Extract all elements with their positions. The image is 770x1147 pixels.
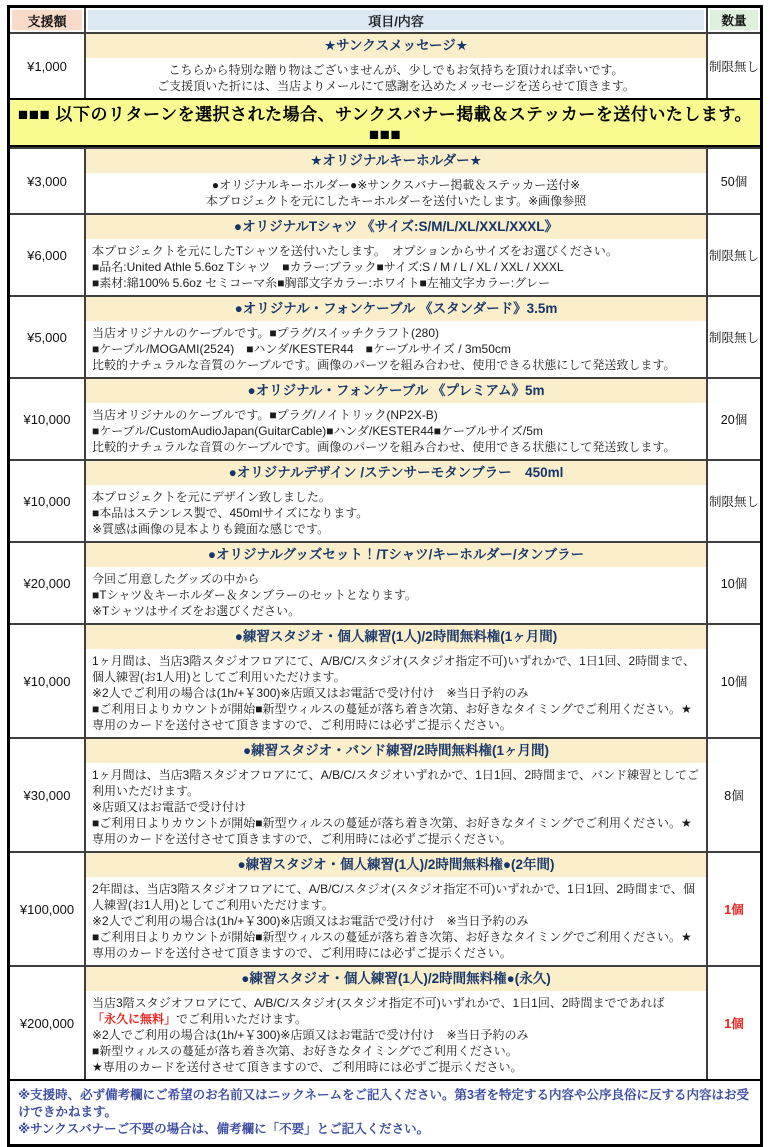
text-segment: でご利用いただけます。 <box>176 1012 308 1026</box>
item-title: ●オリジナル・フォンケーブル 《プレミアム》5m <box>86 379 706 403</box>
item-title: ●オリジナル・フォンケーブル 《スタンダード》3.5m <box>86 297 706 321</box>
description-line: 本プロジェクトを元にしたキーホルダーを送付いたします。※画像参照 <box>205 194 587 208</box>
description-line: ●オリジナルキーホルダー●※サンクスバナー掲載＆ステッカー送付※ <box>211 178 581 192</box>
item-description <box>86 485 706 541</box>
header-amount: 支援額 <box>10 8 86 32</box>
description-line: ■ご利用日よりカウントが開始■新型ウィルスの蔓延が落ち着き次第、お好きなタイミングでご利用ください。★専用のカードを送付させて頂きますので、ご利用時には必ずご提示ください。 <box>92 816 692 846</box>
description-line: ■本品はステンレス製で、450mlサイズになります。 <box>92 506 369 520</box>
rows-above-banner <box>10 32 760 98</box>
description-line: ご支援頂いた折には、当店よりメールにて感謝を込めたメッセージを送らせて頂きます。 <box>157 79 635 93</box>
item-title: ●練習スタジオ・個人練習(1人)/2時間無料権●(永久) <box>86 967 706 991</box>
footer-note-line: ※サンクスバナーご不要の場合は、備考欄に「不要」とご記入ください。 <box>18 1122 430 1136</box>
description-line: 1ヶ月間は、当店3階スタジオフロアにて、A/B/C/スタジオいずれかで、1日1回、2時間まで、バンド練習としてご利用いただけます。 <box>92 768 699 798</box>
description-line: 本プロジェクトを元にデザイン致しました。 <box>92 490 331 504</box>
description-line: 今回ご用意したグッズの中から <box>92 572 260 586</box>
item-cell <box>86 379 708 459</box>
item-description <box>86 239 706 295</box>
table-header-row <box>10 8 760 32</box>
item-description <box>86 403 706 459</box>
quantity-cell: 8個 <box>724 789 744 803</box>
quantity-cell: 制限無し <box>708 495 759 509</box>
return-row <box>10 737 760 851</box>
quantity-cell: 制限無し <box>708 249 759 263</box>
item-title: ●オリジナルTシャツ 《サイズ:S/M/L/XL/XXL/XXXL》 <box>86 215 706 239</box>
description-line: ■ご利用日よりカウントが開始■新型ウィルスの蔓延が落ち着き次第、お好きなタイミングでご利用ください。★専用のカードを送付させて頂きますので、ご利用時には必ずご提示ください。 <box>92 702 692 732</box>
rows-below-banner <box>10 147 760 1079</box>
return-row <box>10 147 760 213</box>
item-title: ●練習スタジオ・個人練習(1人)/2時間無料権●(2年間) <box>86 853 706 877</box>
returns-table <box>7 5 763 1147</box>
item-description <box>86 321 706 377</box>
description-line: ■品名:United Athle 5.6oz Tシャツ ■カラー:ブラック■サイズ:S / M / L / XL / XXL / XXXL <box>92 260 564 274</box>
item-title: ★サンクスメッセージ★ <box>86 34 706 58</box>
item-cell <box>86 34 708 98</box>
item-title: ●オリジナルデザイン /ステンサーモタンブラー 450ml <box>86 461 706 485</box>
header-item: 項目/内容 <box>86 8 708 32</box>
return-row <box>10 295 760 377</box>
description-line: ※Tシャツはサイズをお選びください。 <box>92 604 301 618</box>
item-cell <box>86 853 708 965</box>
amount-cell: ¥100,000 <box>10 853 86 965</box>
amount-cell: ¥10,000 <box>10 379 86 459</box>
return-row <box>10 851 760 965</box>
amount-cell: ¥10,000 <box>10 461 86 541</box>
amount-cell: ¥20,000 <box>10 543 86 623</box>
return-row <box>10 541 760 623</box>
description-line: ■ケーブル/MOGAMI(2524) ■ハンダ/KESTER44 ■ケーブルサイズ / 3m50cm <box>92 342 511 356</box>
description-line: ★専用のカードを送付させて頂きますので、ご利用時には必ずご提示ください。 <box>92 1060 523 1074</box>
item-cell <box>86 461 708 541</box>
description-line: 比較的ナチュラルな音質のケーブルです。画像のパーツを組み合わせ、使用できる状態にして発送致します。 <box>92 440 676 454</box>
description-line: こちらから特別な贈り物はございませんが、少しでもお気持ちを頂ければ幸いです。 <box>168 63 624 77</box>
item-cell <box>86 543 708 623</box>
highlight-red-text: 「永久に無料」 <box>92 1012 177 1026</box>
return-row <box>10 623 760 737</box>
quantity-cell: 10個 <box>720 675 748 689</box>
item-cell <box>86 739 708 851</box>
item-title: ★オリジナルキーホルダー★ <box>86 149 706 173</box>
amount-cell: ¥30,000 <box>10 739 86 851</box>
return-row <box>10 377 760 459</box>
amount-cell: ¥200,000 <box>10 967 86 1079</box>
item-description <box>86 649 706 737</box>
quantity-cell: 10個 <box>720 577 748 591</box>
description-line: ※質感は画像の見本よりも鏡面な感じです。 <box>92 522 330 536</box>
item-title: ●練習スタジオ・バンド練習/2時間無料権(1ヶ月間) <box>86 739 706 763</box>
item-description <box>86 567 706 623</box>
description-line: ■ご利用日よりカウントが開始■新型ウィルスの蔓延が落ち着き次第、お好きなタイミングでご利用ください。★専用のカードを送付させて頂きますので、ご利用時には必ずご提示ください。 <box>92 930 692 960</box>
return-row <box>10 965 760 1079</box>
description-line: ※2人でご利用の場合は(1h/+￥300)※店頭又はお電話で受け付け ※当日予約のみ <box>92 914 529 928</box>
footer-note-line: ※支援時、必ず備考欄にご希望のお名前又はニックネームをご記入ください。第3者を特定する内容や公序良俗に反する内容はお受けできかねます。 <box>18 1088 749 1119</box>
description-line: 当店オリジナルのケーブルです。■プラグ/スイッチクラフト(280) <box>92 326 439 340</box>
header-quantity: 数量 <box>708 8 760 32</box>
quantity-cell: 1個 <box>724 1017 744 1031</box>
description-line: 本プロジェクトを元にしたTシャツを送付いたします。 オプションからサイズをお選びください。 <box>92 244 618 258</box>
thanks-banner-notice: ■■■ 以下のリターンを選択された場合、サンクスバナー掲載＆ステッカーを送付いたします。■■■ <box>10 98 760 147</box>
description-line: ■Tシャツ＆キーホルダー＆タンブラーのセットとなります。 <box>92 588 417 602</box>
description-line: ■ケーブル/CustomAudioJapan(GuitarCable)■ハンダ/KESTER44■ケーブルサイズ/5m <box>92 424 543 438</box>
description-line: 当店3階スタジオフロアにて、A/B/C/スタジオ(スタジオ指定不可)いずれかで、1日1回、2時間までであれば <box>92 996 665 1010</box>
amount-cell: ¥10,000 <box>10 625 86 737</box>
item-cell <box>86 149 708 213</box>
amount-cell: ¥5,000 <box>10 297 86 377</box>
amount-cell: ¥3,000 <box>10 149 86 213</box>
quantity-cell: 1個 <box>724 903 744 917</box>
description-line: 比較的ナチュラルな音質のケーブルです。画像のパーツを組み合わせ、使用できる状態にして発送致します。 <box>92 358 676 372</box>
item-description <box>86 58 706 98</box>
return-row <box>10 213 760 295</box>
description-line: ■素材:綿100% 5.6oz セミコーマ糸■胸部文字カラー:ホワイト■左袖文字カラー:グレー <box>92 276 551 290</box>
item-title: ●オリジナルグッズセット！/Tシャツ/キーホルダー/タンブラー <box>86 543 706 567</box>
amount-cell: ¥6,000 <box>10 215 86 295</box>
description-line: ■新型ウィルスの蔓延が落ち着き次第、お好きなタイミングでご利用ください。 <box>92 1044 518 1058</box>
return-row <box>10 32 760 98</box>
amount-cell: ¥1,000 <box>10 34 86 98</box>
description-line: ※2人でご利用の場合は(1h/+￥300)※店頭又はお電話で受け付け ※当日予約のみ <box>92 686 529 700</box>
description-line: 2年間は、当店3階スタジオフロアにて、A/B/C/スタジオ(スタジオ指定不可)いずれかで、1日1回、2時間まで、個人練習(お1人用)としてご利用いただけます。 <box>92 882 695 912</box>
description-line: ※2人でご利用の場合は(1h/+￥300)※店頭又はお電話で受け付け ※当日予約のみ <box>92 1028 529 1042</box>
description-line: 当店オリジナルのケーブルです。■プラグ/ノイトリック(NP2X-B) <box>92 408 438 422</box>
return-row <box>10 459 760 541</box>
footer-notes <box>10 1079 760 1144</box>
description-line: 1ヶ月間は、当店3階スタジオフロアにて、A/B/C/スタジオ(スタジオ指定不可)いずれかで、1日1回、2時間まで、個人練習(お1人用)としてご利用いただけます。 <box>92 654 695 684</box>
item-description <box>86 877 706 965</box>
description-line: ※店頭又はお電話で受け付け <box>92 800 247 814</box>
description-line <box>92 1011 700 1027</box>
item-title: ●練習スタジオ・個人練習(1人)/2時間無料権(1ヶ月間) <box>86 625 706 649</box>
item-cell <box>86 215 708 295</box>
item-cell <box>86 967 708 1079</box>
item-description <box>86 991 706 1079</box>
quantity-cell: 20個 <box>720 413 748 427</box>
item-cell <box>86 297 708 377</box>
quantity-cell: 50個 <box>720 175 748 189</box>
item-cell <box>86 625 708 737</box>
item-description <box>86 173 706 213</box>
quantity-cell: 制限無し <box>708 331 759 345</box>
item-description <box>86 763 706 851</box>
quantity-cell: 制限無し <box>708 60 759 74</box>
